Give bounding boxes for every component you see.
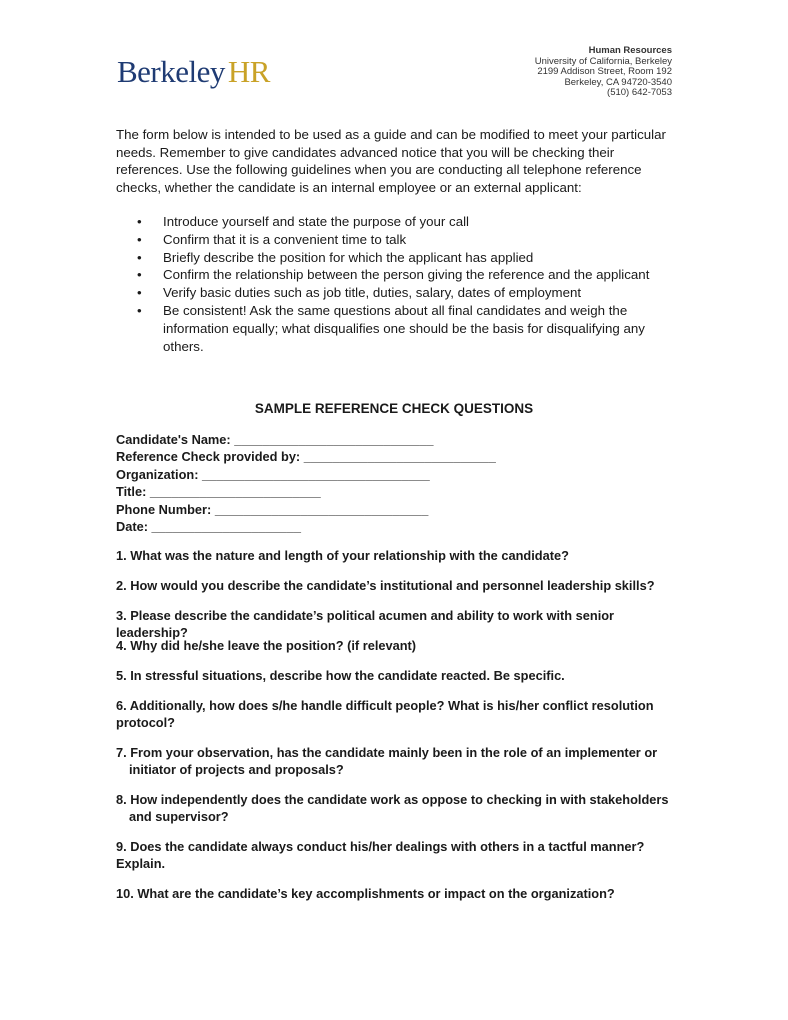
address-street: 2199 Addison Street, Room 192 — [537, 66, 672, 78]
question-9 — [116, 838, 676, 873]
logo-berkeley-text: Berkeley — [117, 54, 225, 89]
question-7 — [116, 744, 676, 779]
bullet-icon: • — [137, 302, 142, 318]
question-text: 6. Additionally, how does s/he handle difficult people? What is his/her conflict resolution — [116, 698, 654, 713]
section-title: SAMPLE REFERENCE CHECK QUESTIONS — [254, 401, 534, 416]
question-text: 3. Please describe the candidate’s political acumen and ability to work with senior leadership? — [116, 608, 615, 641]
bullet-icon: • — [137, 214, 142, 229]
question-text-continued: initiator of projects and proposals? — [129, 762, 344, 778]
field-phone-number: Phone Number: ______________________________ — [116, 501, 429, 517]
question-text: 2. How would you describe the candidate’s institutional and personnel leadership skills? — [116, 578, 655, 593]
question-text: 5. In stressful situations, describe how the candidate reacted. Be specific. — [116, 668, 565, 683]
question-4 — [116, 637, 676, 654]
guideline-text: Briefly describe the position for which the applicant has applied — [163, 249, 534, 265]
address-block — [535, 46, 672, 99]
list-item — [137, 266, 657, 284]
bullet-icon: • — [137, 285, 142, 301]
intro-paragraph: The form below is intended to be used as a guide and can be modified to meet your particular needs. Remember to give candidates advanced notice that you will be checking their references. Use the following guidelines when you are conducting all telephone reference checks, whether the candidate is an internal employee or an external applicant: — [116, 127, 666, 195]
candidate-info-fields — [116, 431, 496, 535]
field-date: Date: _____________________ — [116, 518, 302, 534]
list-item — [137, 284, 657, 302]
field-title: Title: ________________________ — [116, 484, 321, 500]
bullet-icon: • — [137, 231, 142, 247]
question-text: 7. From your observation, has the candidate mainly been in the role of an implementer or — [116, 745, 658, 760]
address-city: Berkeley, CA 94720-3540 — [564, 76, 672, 88]
question-10 — [116, 885, 676, 902]
question-text-continued: and supervisor? — [129, 809, 229, 825]
list-item — [137, 249, 657, 267]
question-text: 8. How independently does the candidate work as oppose to checking in with stakeholders — [116, 792, 669, 807]
field-organization: Organization: ________________________________ — [116, 466, 430, 482]
question-6 — [116, 697, 676, 732]
guideline-text: Introduce yourself and state the purpose of your call — [163, 214, 470, 229]
bullet-icon: • — [137, 249, 142, 265]
question-1 — [116, 547, 676, 564]
address-department: Human Resources — [588, 45, 672, 56]
field-candidate-name: Candidate's Name: ____________________________ — [116, 432, 434, 447]
question-text: 10. What are the candidate’s key accomplishments or impact on the organization? — [116, 886, 615, 901]
address-phone: (510) 642-7053 — [607, 87, 672, 99]
address-university: University of California, Berkeley — [534, 55, 672, 67]
question-text-continued: protocol? — [116, 715, 175, 731]
guideline-text: Confirm the relationship between the person giving the reference and the applicant — [163, 267, 650, 283]
question-text: 9. Does the candidate always conduct his/her dealings with others in a tactful manner? — [116, 839, 645, 854]
berkeley-hr-logo — [117, 54, 270, 90]
guideline-text: Confirm that it is a convenient time to talk — [163, 231, 407, 247]
question-text: 1. What was the nature and length of your relationship with the candidate? — [116, 548, 569, 563]
guidelines-list — [137, 213, 657, 355]
question-text: 4. Why did he/she leave the position? (if relevant) — [116, 638, 417, 653]
guideline-text: Verify basic duties such as job title, duties, salary, dates of employment — [163, 285, 582, 301]
list-item — [137, 231, 657, 249]
question-5 — [116, 667, 676, 684]
guideline-text: Be consistent! Ask the same questions about all final candidates and weigh the information equally; what disqualifies one should be the basis for disqualifying any others. — [163, 302, 645, 354]
list-item — [137, 213, 657, 231]
question-2 — [116, 577, 676, 594]
question-text-continued: Explain. — [116, 856, 166, 872]
list-item — [137, 302, 657, 355]
question-8 — [116, 791, 676, 826]
bullet-icon: • — [137, 267, 142, 283]
logo-hr-text: HR — [227, 54, 270, 89]
field-reference-provider: Reference Check provided by: ___________________________ — [116, 449, 496, 465]
